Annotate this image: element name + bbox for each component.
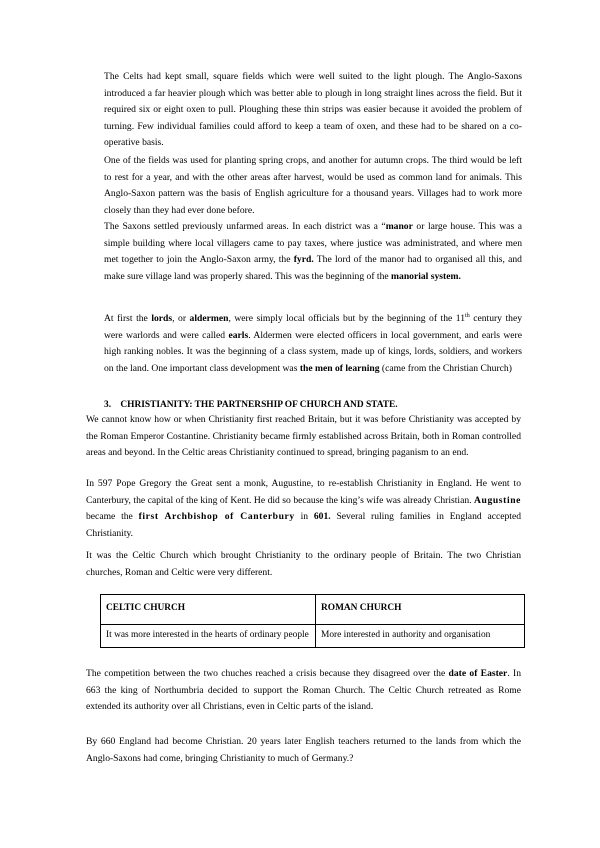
text-span: in — [294, 511, 314, 522]
paragraph-easter-crisis — [86, 666, 521, 716]
paragraph-augustine — [86, 476, 521, 542]
text-span: , were simply local officials but by the beginning of the 11 — [228, 313, 466, 324]
bold-term-augustine: Augustine — [474, 494, 521, 506]
paragraph-crop-rotation: One of the fields was used for planting spring crops, and another for autumn crops. The third would be left to rest for a year, and with the other areas after harvest, would be used as common land for animals. This Anglo-Saxon pattern was the basis of English agriculture for a thousand years. Villages had to work more closely than they had ever done before. — [104, 155, 522, 216]
paragraph-lords-earls — [104, 311, 522, 377]
table-header-row — [101, 595, 525, 625]
bold-term-date-of-easter: date of Easter — [448, 668, 508, 679]
bold-term-aldermen: aldermen — [189, 313, 229, 324]
paragraph-celtic-church: It was the Celtic Church which brought Christianity to the ordinary people of Britain. The two Christian churches, Roman and Celtic were very different. — [86, 550, 521, 578]
paragraph-celtic-fields: The Celts had kept small, square fields which were well suited to the light plough. The Anglo-Saxons introduced a far heavier plough which was better able to plough in long straight lines across the field. But it required six or eight oxen to pull. Ploughing these thin strips was easier because it avoided the problem of turning. Few individual families could afford to keep a team of oxen, and these had to be shared on a co-operative basis. — [104, 71, 522, 148]
church-comparison-table — [100, 594, 525, 648]
paragraph-christianity-origin: We cannot know how or when Christianity first reached Britain, but it was before Christianity was accepted by the Roman Emperor Costantine. Christianity became firmly established across Britain, both in Roman controlled areas and beyond. In the Celtic areas Christianity continued to spread, bringing paganism to an end. — [86, 414, 521, 458]
paragraph-england-christian: By 660 England had become Christian. 20 years later English teachers returned to the lands from which the Anglo-Saxons had come, bringing Christianity to much of Germany.? — [86, 736, 521, 764]
table-cell: More interested in authority and organisation — [316, 625, 525, 648]
bold-term-first-archbishop: first Archbishop of Canterbury — [138, 511, 295, 522]
text-span: (came from the Christian Church) — [379, 362, 512, 374]
text-span: century they were warlords and were called — [104, 313, 523, 341]
bold-term-601: 601. — [313, 511, 331, 522]
text-span: The competition between the two chuches reached a crisis because they disagreed over the — [86, 668, 449, 679]
text-span: At first the — [104, 313, 152, 324]
bold-term-lords: lords — [151, 313, 173, 324]
text-span: The Saxons settled previously unfarmed areas. In each district was a “ — [104, 221, 386, 232]
bold-term-earls: earls — [228, 329, 249, 341]
superscript-th: th — [465, 312, 470, 319]
table-row — [101, 625, 525, 648]
table-cell: It was more interested in the hearts of ordinary people — [101, 625, 316, 648]
paragraph-manor — [104, 219, 522, 285]
text-span: The lord of the manor had to organised all this, and make sure village land was properly shared. This was the beginning of the — [104, 254, 522, 282]
table-header-celtic: CELTIC CHURCH — [101, 595, 316, 625]
section-heading-christianity: 3. CHRISTIANITY: THE PARTNERSHIP OF CHURCH AND STATE. — [104, 400, 398, 410]
text-span: Several ruling families in England accepted Christianity. — [86, 511, 522, 539]
text-span: In 597 Pope Gregory the Great sent a monk, Augustine, to re-establish Christianity in England. He went to Canterbury, the capital of the king of Kent. He did so because the king’s wife was already Christian. — [86, 478, 521, 506]
text-span: , or — [172, 313, 190, 324]
text-span: . In 663 the king of Northumbria decided to support the Roman Church. The Celtic Church retreated as Rome extended its authority over all Christians, even in Celtic parts of the island. — [86, 668, 522, 712]
text-span: or large house. This was a simple building where local villagers came to pay taxes, where justice was administrated, and where men met together to join the Anglo-Saxon army, the — [104, 221, 522, 265]
text-span: became the — [86, 511, 139, 522]
bold-term-manorial-system: manorial system. — [391, 270, 461, 282]
bold-term-fyrd: fyrd. — [293, 254, 314, 265]
bold-term-men-of-learning: the men of learning — [299, 362, 380, 374]
bold-term-manor: manor — [385, 221, 413, 232]
text-span: . Aldermen were elected officers in local government, and earls were high ranking nobles. It was the beginning of a class system, made up of kings, lords, soldiers, and workers on the land. One important class development was — [104, 329, 522, 374]
table-header-roman: ROMAN CHURCH — [316, 595, 525, 625]
